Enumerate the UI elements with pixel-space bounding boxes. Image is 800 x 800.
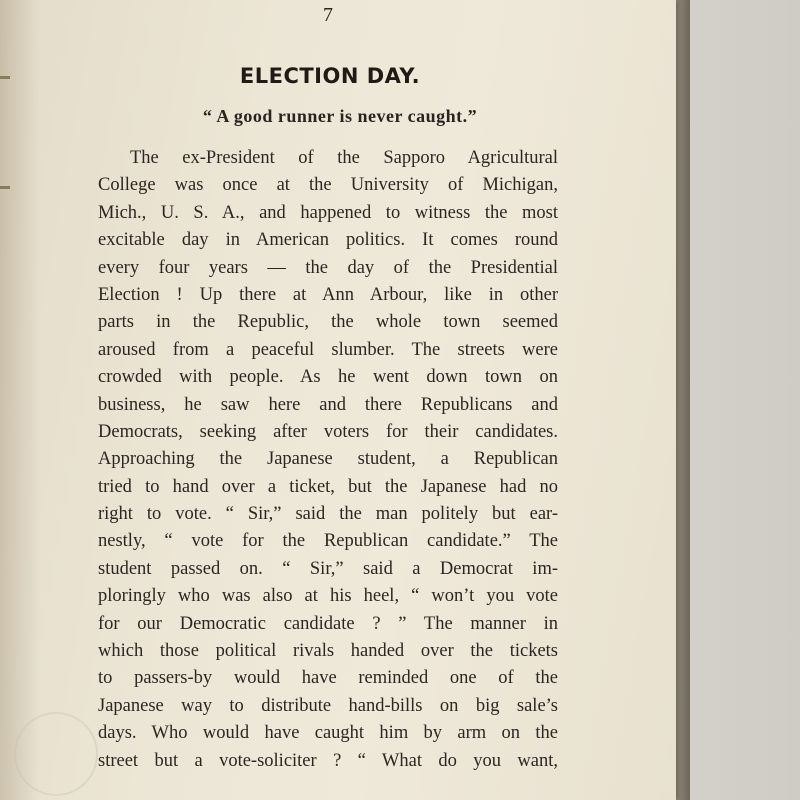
- text-line: nestly, “ vote for the Republican candidate.” The: [98, 531, 558, 552]
- text-line: aroused from a peaceful slumber. The streets were: [98, 339, 558, 360]
- text-line: Democrats, seeking after voters for their candidates.: [98, 421, 558, 442]
- chapter-title: ELECTION DAY.: [239, 64, 421, 88]
- text-line: for our Democratic candidate ? ” The manner in: [98, 613, 558, 634]
- text-line: College was once at the University of Michigan,: [98, 175, 558, 196]
- text-line: parts in the Republic, the whole town seemed: [98, 312, 558, 333]
- text-line: The ex-President of the Sapporo Agricultural: [130, 148, 558, 168]
- text-line: to passers-by would have reminded one of the: [98, 668, 558, 689]
- text-line: Mich., U. S. A., and happened to witness the most: [98, 202, 558, 223]
- binding-mark: [0, 76, 10, 79]
- binding-mark: [0, 186, 10, 189]
- text-line: ploringly who was also at his heel, “ won’t you vote: [98, 586, 558, 607]
- text-line: student passed on. “ Sir,” said a Democrat im-: [98, 558, 558, 579]
- text-line: every four years — the day of the Presidential: [98, 257, 558, 278]
- text-line: which those political rivals handed over the tickets: [98, 641, 558, 662]
- text-line: right to vote. “ Sir,” said the man politely but ear-: [98, 504, 558, 525]
- text-line: days. Who would have caught him by arm on the: [98, 723, 558, 744]
- text-line: Election ! Up there at Ann Arbour, like in other: [98, 284, 558, 305]
- body-text: [98, 145, 558, 775]
- epigraph: “ A good runner is never caught.”: [202, 106, 478, 126]
- page-number: 7: [323, 4, 333, 26]
- text-line: Approaching the Japanese student, a Republican: [98, 449, 558, 470]
- text-line: Japanese way to distribute hand-bills on big sale’s: [98, 695, 558, 716]
- text-line: street but a vote-soliciter ? “ What do you want,: [98, 750, 558, 771]
- text-line: business, he saw here and there Republicans and: [98, 394, 558, 415]
- faint-stamp-mark: [14, 712, 98, 796]
- text-line: excitable day in American politics. It comes round: [98, 230, 558, 251]
- text-line: crowded with people. As he went down town on: [98, 367, 558, 388]
- text-line: tried to hand over a ticket, but the Japanese had no: [98, 476, 558, 497]
